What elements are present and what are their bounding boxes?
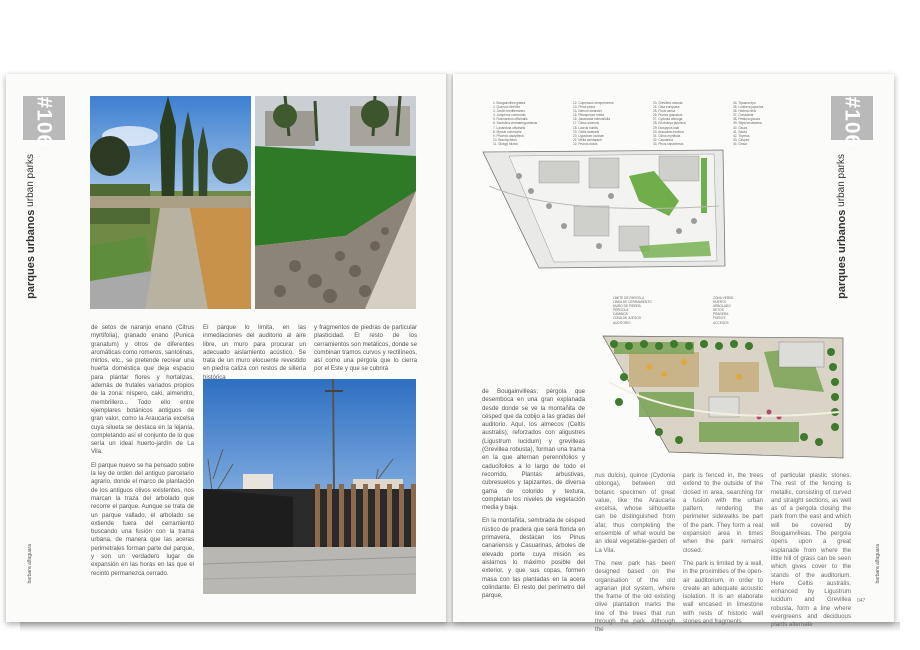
section-title bbox=[25, 154, 37, 299]
legend-item: 13. Pinus pinea bbox=[573, 105, 595, 110]
legend-item: 7. Lavandula officinalis bbox=[493, 125, 526, 130]
legend-item: 11. Ginkgo biloba bbox=[493, 141, 518, 146]
photo-garden-path bbox=[90, 96, 251, 309]
site-plan-colored-svg bbox=[599, 332, 847, 462]
photo-lawn-stones bbox=[255, 96, 416, 309]
garden-path-illustration bbox=[90, 96, 251, 309]
legend-item: LÍMITE DE PARCELA bbox=[613, 296, 645, 300]
legend-item: 35. Lonicera japonica bbox=[733, 105, 764, 110]
legend-item: 33. Pinus canariensis bbox=[653, 141, 684, 146]
right-text-column-2 bbox=[595, 472, 675, 640]
legend-item: 29. Diospyros kaki bbox=[653, 125, 680, 130]
author-credit: barbara alfaguara bbox=[27, 544, 33, 584]
metal-fence-illustration bbox=[203, 379, 416, 594]
legend-item: 24. Olea europaea bbox=[653, 105, 680, 110]
issue-number-tab bbox=[831, 96, 873, 148]
paragraph: El parque nuevo se ha pensado sobre la ley de orden del antiguo parcelario agrario, donde el marco de plantación de los antiguos olivos existentes, nos marcan la traza del arbolado que recorre el parque. Aunque se trata de un parque vallado, el arbolado se extiende fuera del cerramiento buscando una fusión con la trama urbana, de manera que las aceras perimetrales forman parte del parque, y son un verdadero lugar de expansión en las horas en las que el recinto permanezca cerrado. bbox=[91, 461, 194, 577]
legend-item: 16. Jacaranda mimosifolia bbox=[573, 117, 611, 122]
paragraph: park is fenced in, the trees extend to the outside of the closed in area, searching for a fusion with the urban pattern, rendering the perimeter sidewalks be part of the park. They form a real expansion area in times when the park remains closed. bbox=[683, 472, 763, 554]
paragraph: El parque lo limita, en las inmediaciones del auditorio al aire libre, un muro para procurar un adecuado aislamiento acústico. Se trata de un muro elocuente revestido en piedra caliza con restos de sillería histórica bbox=[203, 324, 306, 381]
right-text-column-3 bbox=[683, 472, 763, 631]
lawn-stones-illustration bbox=[255, 96, 416, 309]
legend-item: 40. Gaura bbox=[733, 125, 748, 130]
page-number: 047 bbox=[857, 598, 866, 604]
author-credit: barbara alfaguara bbox=[875, 544, 881, 584]
legend-item: ZONA DE JUEGOS bbox=[613, 316, 641, 321]
legend-item: 21. Melia azedarach bbox=[573, 137, 602, 142]
paragraph: The new park has been designed based on the organisation of the old agrarian plot system, where the frame of the old existing olive plantation marks the line of the trees that run through the park. Although the bbox=[595, 559, 675, 634]
legend-item: 25. Ficus carica bbox=[653, 109, 676, 114]
legend-item: 22. Prunus dulcis bbox=[573, 141, 598, 146]
section-title-main: parques urbanos bbox=[836, 209, 848, 299]
spread-shadow bbox=[20, 622, 900, 632]
legend-item: 43. Césped bbox=[733, 137, 750, 142]
legend-item: MURO DE PIEDRA bbox=[613, 304, 641, 309]
legend-item: AUDITORIO bbox=[613, 320, 631, 325]
photo-metal-fence bbox=[203, 379, 416, 594]
site-plan-drawing-svg bbox=[479, 146, 729, 271]
legend-item: PRADERA bbox=[713, 312, 729, 317]
legend-item: 19. Celtis australis bbox=[573, 129, 600, 134]
legend-item: 2. Quercus ilex/Ilex bbox=[493, 105, 521, 110]
legend-item: 38. Festuca glauca bbox=[733, 117, 760, 122]
legend-item: 18. Laurus nobilis bbox=[573, 125, 598, 130]
legend-item: 20. Ligustrum lucidum bbox=[573, 133, 605, 138]
issue-number: #106 bbox=[32, 96, 56, 148]
paragraph: de Bougainvilleas; pérgola que desemboca en una gran explanada desde donde se ve la montañita de césped que da cobijo a las gradas del auditorio. Aquí, los almecos (Celtis australis), reforzados con aligustres (Ligustrum lucidum) y grevilleas (Grevillea robusta), forman una trama en la que alternan perennifolios y caducifolios a lo largo de todo el recorrido. Plantas arbustivas, cubresuelos y tapizantes, de diversa gama de colorido y textura, completan los niveles de vegetación media y baja. bbox=[482, 388, 585, 512]
legend-item: 30. Araucaria excelsa bbox=[653, 129, 684, 134]
legend-item: 32. Casuarina bbox=[653, 137, 673, 142]
section-title-sub: urban parks bbox=[25, 154, 36, 207]
legend-item: HUERTO bbox=[713, 300, 727, 305]
left-page bbox=[6, 74, 448, 622]
legend-item: 27. Cydonia oblonga bbox=[653, 117, 683, 122]
legend-item: 34. Tipuana tipu bbox=[733, 101, 756, 105]
paragraph: En la montañita, sembrada de césped rústico de pradera que será florida en primavera, destacan los Pinus canariensis y Casuarinas, árboles de elevado porte cuya misión es aislarnos lo máximo posible del exterior, y que sus copas, formen masa con las plantadas en la acera colindante. El resto del perímetro del parque, bbox=[482, 517, 585, 600]
legend-item: 12. Cupressus sempervirens bbox=[573, 101, 614, 105]
legend-column bbox=[653, 101, 731, 146]
legend-column bbox=[713, 296, 808, 325]
section-title-main: parques urbanos bbox=[25, 209, 37, 299]
paragraph: nus dulcis), quince (Cydonia oblonga), between old botanic specimen of great value, like the Araucaria excelsa, whose silhouette can be distinguished from afar, thus completing the ensemble of what would be an ideal vegetable-garden of La Vila. bbox=[595, 472, 675, 554]
section-title bbox=[836, 154, 848, 299]
paragraph: The park is limited by a wall, in the proximities of the open-air auditorium, in order to create an adequate acoustic isolation. It is an elaborate wall encased in limestone with rests of historic wall stones and fragments bbox=[683, 559, 763, 626]
right-text-column-1 bbox=[482, 388, 585, 605]
legend-column bbox=[573, 101, 651, 146]
left-text-column-3 bbox=[314, 324, 417, 379]
legend-item: 44. Grava bbox=[733, 141, 747, 146]
legend-item: 10. Brachychiton bbox=[493, 137, 517, 142]
legend-item: 36. Hedera helix bbox=[733, 109, 757, 114]
left-text-column-2 bbox=[203, 324, 306, 387]
legend-item: 6. Santolina chamaecyparissus bbox=[493, 121, 538, 126]
legend-item: 9. Phoenix dactylifera bbox=[493, 133, 524, 138]
legend-item: ARBOLADO bbox=[713, 304, 731, 309]
legend-item: 31. Citrus myrtifolia bbox=[653, 133, 681, 138]
legend-item: 1. Bougainvillea glabra bbox=[493, 101, 526, 105]
paragraph: y fragmentos de piedras de particular plasticidad. El resto de los cerramientos son metálicos, donde se combinan tramos curvos y rectilíneos, así como una pérgola que lo cierra por el Este y que se cubrirá bbox=[314, 324, 417, 373]
paragraph: of particular plastic stones. The rest of the fencing is metallic, consisting of curved and straight sections, as well as of a pergola closing the park from the east and which will be covered by Bougainvilleas. The pergola opens upon a great esplanade from where the little hill of grass can be seen which gives cover to the stands of the auditorium. Here Celtis australis, enhanced by Ligustrum lucidum and Grevillea robusta, form a line where evergreens and deciduous plants alternate bbox=[771, 472, 851, 629]
legend-item: 15. Pittosporum tobira bbox=[573, 113, 605, 118]
legend-item: CAMINOS bbox=[613, 312, 628, 317]
site-plan-colored bbox=[599, 332, 847, 462]
left-text-column-1 bbox=[91, 324, 194, 583]
legend-column bbox=[733, 101, 811, 146]
issue-number-tab bbox=[23, 96, 65, 148]
legend-item: LÍNEA DE CERRAMIENTO bbox=[613, 300, 652, 305]
legend-item: 41. Salvia bbox=[733, 129, 747, 134]
legend-item: 37. Cortaderia bbox=[733, 113, 754, 118]
legend-item: 28. Eriobotrya japonica bbox=[653, 121, 686, 126]
legend-item: 4. Juniperus communis bbox=[493, 113, 526, 118]
issue-number: #106 bbox=[840, 96, 864, 148]
legend-item: ACCESOS bbox=[713, 320, 729, 325]
legend-item: 8. Myrtus communis bbox=[493, 129, 522, 134]
legend-item: PÉRGOLA bbox=[613, 308, 629, 313]
legend-item: 39. Stipa tenuissima bbox=[733, 121, 762, 126]
legend-item: 3. Jardín mediterráneo bbox=[493, 109, 526, 114]
legend-item: 5. Rosmarinus officinalis bbox=[493, 117, 528, 122]
section-title-sub: urban parks bbox=[836, 154, 847, 207]
legend-item: 42. Thymus bbox=[733, 133, 750, 138]
legend-column bbox=[613, 296, 708, 325]
legend-item: 26. Punica granatum bbox=[653, 113, 683, 118]
right-page bbox=[453, 74, 894, 634]
legend-item: FUENTE bbox=[713, 316, 726, 321]
site-plan-drawing bbox=[479, 146, 729, 271]
legend-item: ZONA VERDE bbox=[713, 296, 734, 300]
legend-item: 23. Grevillea robusta bbox=[653, 101, 683, 105]
right-text-column-4 bbox=[771, 472, 851, 635]
legend-item: SETOS bbox=[713, 308, 724, 313]
legend-item: 17. Citrus sinensis bbox=[573, 121, 600, 126]
legend-column bbox=[493, 101, 571, 146]
legend-item: 14. Nerium oleander bbox=[573, 109, 602, 114]
paragraph: de setos de naranjo enano (Citrus myrtifolia), granado enano (Punica granatum) y otros de diferentes aromáticas como romeros, santolinas, mirtos, etc., se pretende recrear una huerta doméstica que deja espacio para plantar flores y hortalizas, además de frutales variados propios de la zona: níspero, caki, almendro, membrillero... Todo ello entre ejemplares botánicos antiguos de gran valor, como la Araucaria excelsa cuya silueta se destaca en la lejanía, completando así el conjunto de lo que sería un ideal huerto-jardín de La Vila. bbox=[91, 324, 194, 456]
